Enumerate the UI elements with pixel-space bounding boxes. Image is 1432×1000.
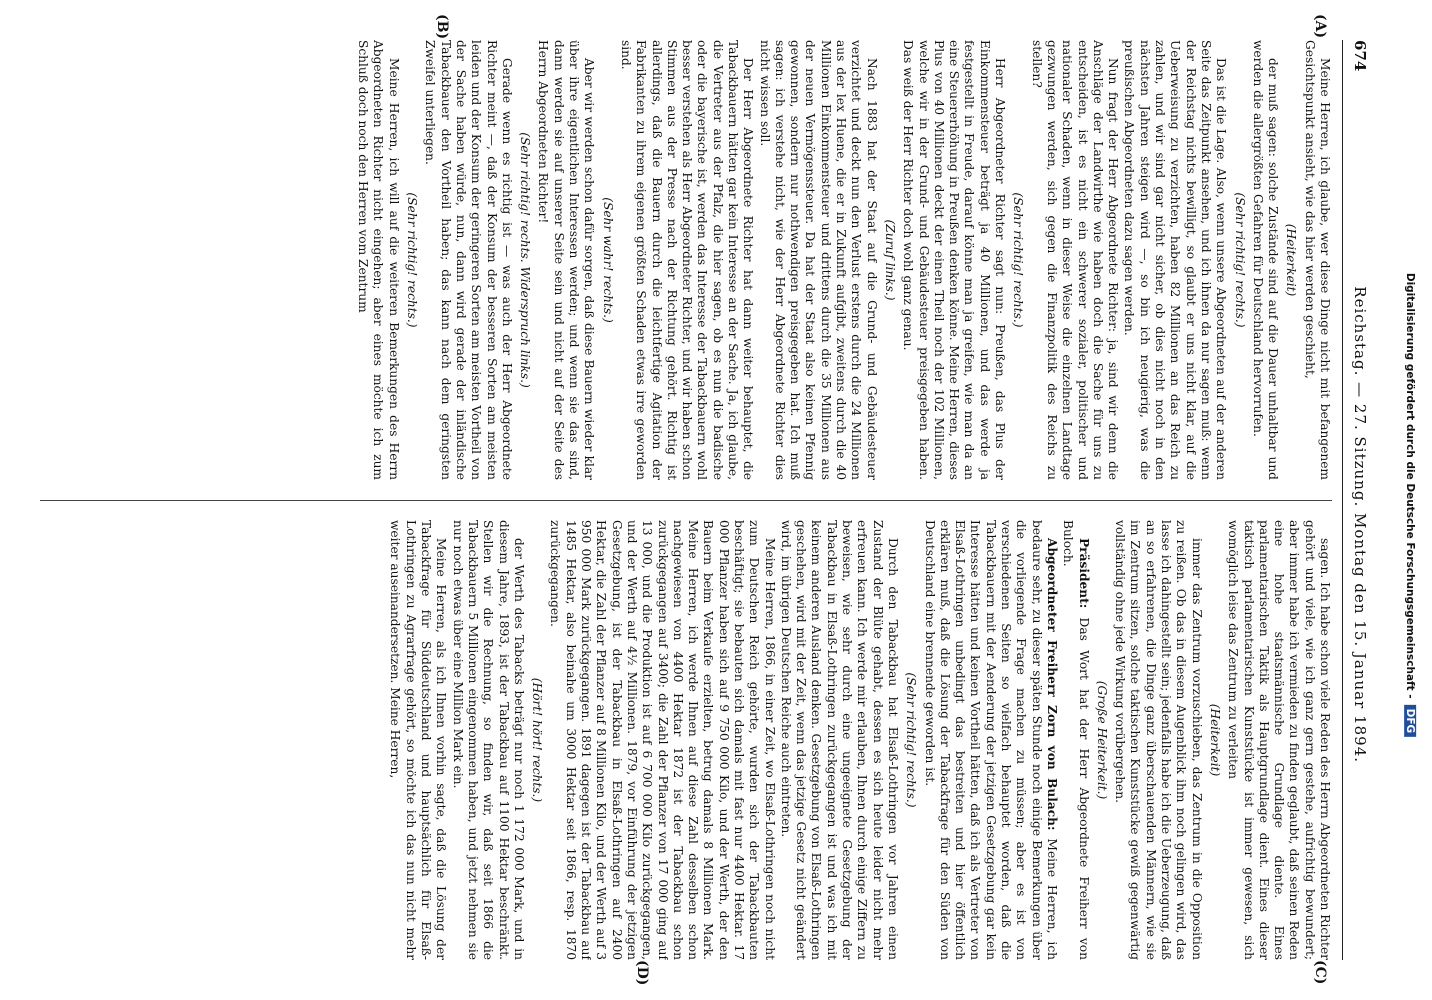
stage-direction: (Sehr richtig! rechts.) — [405, 192, 420, 328]
paragraph: Meine Herren, ich will auf die weiteren Bemerkungen des Herrn Abgeordneten Richter nicht eingehen; aber eines möchte ich zum Schluß doch noch den Herren vom Zentrum — [356, 40, 401, 480]
paragraph: Meine Herren, ich glaube, wer diese Dinge nicht mit befangenem Gesichtspunkt ansieht, wie das hier werden geschieht, — [1302, 40, 1332, 480]
right-column — [28, 520, 1332, 960]
stage-direction: (Hört! hört! rechts.) — [530, 677, 545, 803]
paragraph: Durch den Tabackbau hat Elsaß-Lothringen vor Jahren einen Zustand der Blüte gehabt, dessen es sich heute leider nicht mehr erfreuen kann. Ich werde mir erlauben, Ihnen durch einige Ziffern zu beweisen, wie sehr durch eine ungeeignete Gesetzgebung der Tabackbau in Elsaß-Lothringen zurückgegangen ist und was ich mit keinem anderen Ausland denken. Gesetzgebung von Elsaß-Lothringen geschehen, wird mit der Zeit, wenn das jetzige Gesetz nicht geändert wird, im übrigen Deutschen Reiche auch eintreten. — [778, 520, 900, 960]
paragraph: Gerade wenn es richtig ist — was auch der Herr Abgeordnete Richter meint —, daß der Konsum der besseren Sorten am meisten leiden und der Konsum der geringeren Sorten am meisten Vortheil von der Sache haben würde, nun, dann wird gerade der inländische Tabackbauer den Vortheil haben; das kann nach dem geringsten Zweifel unterliegen. — [423, 40, 514, 480]
paragraph: der muß sagen: solche Zustände sind auf die Dauer unhaltbar und werden die allergrößten Gefahren für Deutschland hervorrufen. — [1250, 40, 1281, 480]
paragraph: Meine Herren, als ich Ihnen vorhin sagte, daß die Lösung der Tabackfrage für Süddeutschland und hauptsächlich für Elsaß-Lothringen zu Agrarfrage gehört, so möchte ich das nun nicht mehr weiter auseinandersetzen. Meine Herren, — [388, 520, 449, 960]
paragraph: sagen. Ich habe schon viele Reden des Herrn Abgeordneten Richter gehört und viele, wie ich ganz gern gestehe, aufrichtig bewundert; aber immer habe ich vermieden zu finden geglaubt, daß seinen Reden eine hohe staatsmännische Grundlage diente. Eines parlamentarischen Taktik als Hauptgrundlage dient. Eines dieser taktisch parlamentarischen Kunststücke ist immer gewesen, sich womöglich leise das Zentrum zu verleiten — [1226, 520, 1332, 960]
margin-marker-b: (B) — [434, 14, 450, 40]
margin-marker-d: (D) — [634, 960, 650, 986]
speech-text: Das Wort hat der Herr Abgeordnete Freiherr von Buloch. — [1061, 520, 1091, 960]
stage-direction: (Große Heiterkeit.) — [1094, 680, 1109, 800]
paragraph — [921, 520, 1059, 960]
paragraph — [1060, 520, 1091, 960]
paragraph: Aber wir werden schon dafür sorgen, daß diese Bauern wieder klar über ihre eigentlichen Interessen werden; und wenn sie das sind, dann werden sie auf unserer Seite sein und nicht auf der Seite des Herrn Abgeordneten Richter! — [536, 40, 597, 480]
page-header — [1348, 40, 1372, 960]
speech-text: Meine Herren, ich bedaure sehr, zu dieser späten Stunde noch einige Bemerkungen über die vorliegende Frage machen zu müssen; aber es ist von verschiedenen Seiten so vielfach behauptet worden, daß die Tabackbauern mit der Aenderung der jetzigen Gesetzgebung gar kein Interesse hätten und keinen Vortheil hätten, daß ich als Vertreter von Elsaß-Lothringen unbedingt das bestreiten und hier öffentlich erklären muß, daß die Lösung der Tabackfrage für den Süden von Deutschland eine brennende geworden ist. — [922, 520, 1059, 960]
paragraph: Meine Herren, 1866, in einer Zeit, wo Elsaß-Lothringen noch nicht zum Deutschen Reich gehörte, wurden sich der Tabackbauten beschäftigt; sie bebauten sich damals mit fast nur 4400 Hektar. 17 000 Pflanzer haben sich auf 9 750 000 Kilo, und der Werth, der den Bauern beim Verkaufe erzielten, betrug damals 8 Millionen Mark. Meine Herren, ich werde Ihnen auf diese Zahl desselben schon nachgewiesen von 4400 Hektar 1872 ist der Tabackbau schon zurückgegangen auf 3400; die Zahl der Pflanzer von 17 000 ging auf 13 000, und die Produktion ist auf 6 700 000 Kilo zurückgegangen, und der Werth auf 4½ Millionen. 1879, vor Einführung der jetzigen Gesetzgebung, ist der Tabackbau in Elsaß-Lothringen auf 2400 Hektar, die Zahl der Pflanzer auf 8 Millionen Kilo, und der Werth auf 3 950 000 Mark zurückgegangen. 1891 dagegen ist der Tabackbau auf 1485 Hektar, also beinahe um 3000 Hektar seit 1866, resp. 1870 zurückgegangen. — [548, 520, 777, 960]
speaker-name: Präsident: — [1076, 538, 1091, 609]
paragraph: Herr Abgeordneter Richter sagt nun: Preußen, das Plus der Einkommensteuer beträgt ja 40 Millionen, und das werde ja festgestellt in Freude, darauf könne man ja greifen, wie man da an eine Steuererhöhung in Preußen denken könne. Meine Herren, dieses Plus von 40 Millionen deckt der einen Theil noch der 102 Millionen, welche wir in der Grund- und Gebäudesteuer preisgegeben haben. Das weiß der Herr Richter doch wohl ganz genau. — [901, 40, 1008, 480]
stage-direction: (Heiterkeit) — [1207, 703, 1222, 777]
page-number: 674 — [1351, 40, 1369, 72]
stage-direction: (Sehr richtig! rechts.) — [904, 672, 919, 808]
paragraph: Der Herr Abgeordnete Richter hat dann weiter behauptet, die Tabackbauern hätten gar kein Interesse an der Sache. Ja, ich glaube, die Vertreter aus der Pfalz, die hier sagen, ob es nun die badische oder die bayerische ist, werden das Interesse der Tabackbauern wohl besser verstehen als Herr Abgeordneter Richter, und wir haben schon Stimmen aus der Presse nach der Richtung gehört. Richtig ist allerdings, daß die Bauern durch die leichtfertige Agitation der Fabrikanten zu ihrem eigenen größten Schaden etwas irre geworden sind. — [618, 40, 756, 480]
paragraph: Nun fragt der Herr Abgeordnete Richter: ja, sind wir denn die Anschläge der Landwirthe wie haben doch die Sache für uns zu entscheiden, ist es nicht ein schwerer sozialer, politischer und nationaler Schaden, wenn in dieser Weise die einzelnen Landtage gezwungen werden, sich gegen die Finanzpolitik des Reichs zu stellen? — [1029, 40, 1121, 480]
paragraph: Nach 1883 hat der Staat auf die Grund- und Gebäudesteuer verzichtet und deckt nun den Verlust erstens durch die 24 Millionen aus der lex Huene, die er in Zukunft aufgibt, zweitens durch die 40 Millionen Einkommensteuer und drittens durch die 35 Millionen aus der neuen Vermögenssteuer. Da hat der Staat also keinen Pfennig gewonnen, sondern nur nothwendigen preisgegeben hat. Ich muß sagen: ich verstehe nicht, wie der Herr Abgeordnete Richter dies nicht wissen soll. — [757, 40, 879, 480]
stage-direction: (Sehr wahr! rechts.) — [600, 197, 615, 323]
header-rule — [1342, 40, 1343, 960]
digitization-text: Digitalisierung gefördert durch die Deutsche Forschungsgemeinschaft - — [1404, 272, 1417, 699]
stage-direction: (Zuruf links.) — [882, 219, 897, 301]
stage-direction: (Sehr richtig! rechts.) — [1011, 192, 1026, 328]
paragraph: der Werth des Tabacks beträgt nur noch 1 172 000 Mark, und in diesem Jahre, 1893, ist der Tabackbau auf 1100 Hektar beschränkt. Stellen wir die Rechnung, so finden wir, daß seit 1866 die Tabackbauern 5 Millionen eingenommen haben, und jetzt nehmen sie nur noch etwas über eine Million Mark ein. — [450, 520, 526, 960]
left-column — [28, 40, 1332, 480]
stage-direction: (Sehr richtig! rechts.) — [1232, 192, 1247, 328]
page-title: Reichstag. — 27. Sitzung. Montag den 15. Januar 1894. — [1351, 286, 1369, 764]
dfg-logo: DFG — [1404, 705, 1416, 738]
margin-marker-a: (A) — [1312, 14, 1328, 39]
speaker-name: Abgeordneter Freiherr Zorn von Bulach: — [1044, 538, 1059, 831]
paragraph: Das ist die Lage. Also, wenn unsere Abgeordneten auf der anderen Seite das Zeitpunkt ansehen, und ich ihnen da nur sagen muß: wenn der Reichstag nichts bewilligt, so glaubt er uns nicht klar, auf die Ueberweisung zu verzichten, haben 82 Millionen an das Reich zu zahlen, und wir sind gar nicht sicher, ob dies nicht noch in den nächsten Jahren steigen wird —, so bin ich neugierig, was die preußischen Abgeordneten dazu sagen werden. — [1122, 40, 1229, 480]
paragraph: immer das Zentrum vorzuschieben, das Zentrum in die Opposition zu reißen. Ob das in diesem Augenblick ihm noch gelingen wird, das lasse ich dahingestellt sein; jedenfalls habe ich die Ueberzeugung, daß an so erfahrenen, die Dinge ganz überschauenden Männern, wie sie im Zentrum sitzen, solche taktischen Kunststücke gewiß gegenwärtig vollständig ohne jede Wirkung vorübergehen. — [1113, 520, 1204, 960]
margin-marker-c: (C) — [1312, 960, 1328, 985]
digitization-note — [1395, 40, 1425, 970]
stage-direction: (Sehr richtig! rechts. Widerspruch links.) — [518, 132, 533, 388]
column-divider — [40, 500, 1332, 501]
stage-direction: (Heiterkeit) — [1284, 223, 1299, 297]
